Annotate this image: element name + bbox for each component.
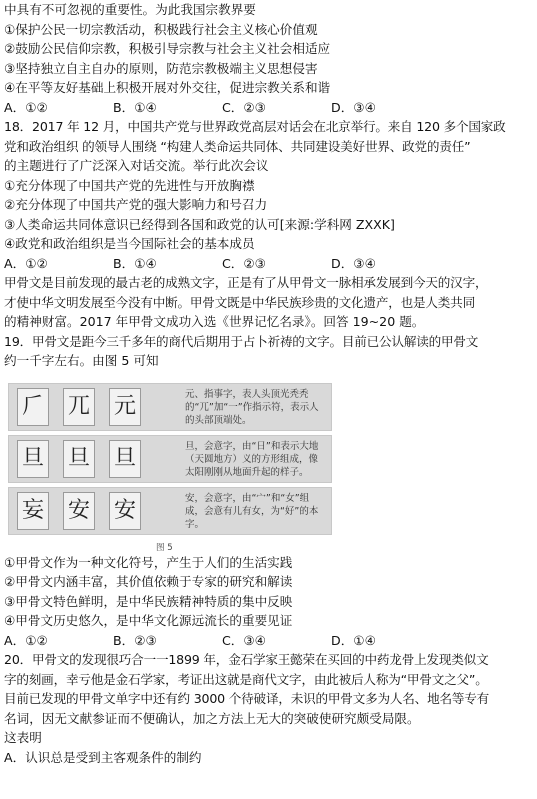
- figure-row: [8, 435, 332, 483]
- oracle-glyph: 𠂆: [17, 388, 49, 426]
- statement: ④政党和政治组织是当今国际社会的基本成员: [4, 236, 255, 251]
- text-line: 中具有不可忽视的重要性。为此我国宗教界要: [4, 2, 256, 17]
- q19-options: [4, 631, 534, 651]
- question-20-stem: 20．甲骨文的发现很巧合一一1899 年，金石学家王懿荣在买回的中药龙骨上发现类似文: [4, 652, 489, 667]
- figure-row: [8, 383, 332, 431]
- statement: ①甲骨文作为一种文化符号，产生于人们的生活实践: [4, 554, 293, 570]
- oracle-glyph: 安: [63, 492, 95, 530]
- option-a: A．认识总是受到主客观条件的制约: [4, 749, 202, 765]
- statement: ②甲骨文内涵丰富，其价值依赖于专家的研究和解读: [4, 574, 293, 589]
- figure-5: [4, 379, 534, 551]
- option-c: C．②③: [222, 99, 266, 115]
- option-d: D．①④: [331, 632, 376, 648]
- oracle-glyph: 兀: [63, 388, 95, 426]
- option-a: A．①②: [4, 632, 48, 648]
- intro-text: 才使中华文明发展至今没有中断。甲骨文既是中华民族珍贵的文化遗产，也是人类共同: [4, 294, 475, 310]
- oracle-glyph: 旦: [63, 440, 95, 478]
- text-line: 字的刻画，幸亏他是金石学家，考证出这就是商代文字，由此被后人称为“甲骨文之父”。: [4, 671, 488, 687]
- figure-description: 旦，会意字，由“日”和表示大地（天圆地方）义的方形组成，像太阳刚刚从地面升起的样子。: [185, 440, 319, 478]
- text-line: 这表明: [4, 730, 42, 745]
- statement: ④甲骨文历史悠久，是中华文化源远流长的重要见证: [4, 613, 293, 628]
- question-19-stem: 19．甲骨文是距今三千多年的商代后期用于占卜祈祷的文字。目前已公认解读的甲骨文: [4, 333, 479, 349]
- oracle-glyph: 旦: [109, 440, 141, 478]
- intro-text: 甲骨文是目前发现的最古老的成熟文字，正是有了从甲骨文一脉相承发展到今天的汉字，: [4, 275, 488, 290]
- option-b: B．②③: [113, 632, 157, 648]
- question-18-stem: 18．2017 年 12 月，中国共产党与世界政党高层对话会在北京举行。来自 120 多个国家政: [4, 119, 506, 134]
- statement: ③甲骨文特色鲜明，是中华民族精神特质的集中反映: [4, 593, 293, 609]
- text-line: 约一千字左右。由图 5 可知: [4, 353, 159, 368]
- option-c: C．③④: [222, 632, 266, 648]
- statement: ④在平等友好基础上积极开展对外交往，促进宗教关系和谐: [4, 80, 331, 95]
- statement: ②鼓励公民信仰宗教，积极引导宗教与社会主义社会相适应: [4, 41, 331, 56]
- statement: ①充分体现了中国共产党的先进性与开放胸襟: [4, 177, 255, 193]
- option-d: D．③④: [331, 99, 376, 115]
- figure-row: [8, 487, 332, 535]
- oracle-glyph: 旦: [17, 440, 49, 478]
- text-line: 目前已发现的甲骨文单字中还有约 3000 个待破译，未识的甲骨文多为人名、地名等专有: [4, 691, 490, 706]
- statement: ①保护公民一切宗教活动，积极践行社会主义核心价值观: [4, 21, 318, 37]
- statement: ③人类命运共同体意识已经得到各国和政党的认可[来源:学科网 ZXXK]: [4, 216, 395, 232]
- q18-options: [4, 254, 534, 274]
- text-line: 的主题进行了广泛深入对话交流。举行此次会议: [4, 158, 269, 173]
- statement: ②充分体现了中国共产党的强大影响力和号召力: [4, 197, 268, 212]
- text-line: 党和政治组织 的领导人围绕 “构建人类命运共同体、共同建设美好世界、政党的责任”: [4, 138, 471, 154]
- oracle-glyph: 安: [109, 492, 141, 530]
- text-line: 名词，因无文献参证而不便确认，加之方法上无大的突破使研究颇受局限。: [4, 710, 420, 726]
- option-b: B．①④: [113, 255, 157, 271]
- figure-description: 元、指事字，表人头顶光秃秃的“兀”加“一”作指示符，表示人的头部顶端处。: [185, 388, 319, 426]
- oracle-glyph: 妄: [17, 492, 49, 530]
- statement: ③坚持独立自主自办的原则，防范宗教极端主义思想侵害: [4, 60, 318, 76]
- option-b: B．①④: [113, 99, 157, 115]
- intro-text: 的精神财富。2017 年甲骨文成功入选《世界记忆名录》。回答 19~20 题。: [4, 314, 425, 329]
- option-d: D．③④: [331, 255, 376, 271]
- option-c: C．②③: [222, 255, 266, 271]
- oracle-glyph: 元: [109, 388, 141, 426]
- figure-description: 安，会意字，由“宀”和“女”组成，会意有儿有女，为“好”的本字。: [185, 492, 319, 530]
- option-a: A．①②: [4, 255, 48, 271]
- figure-caption: 图 5: [156, 542, 173, 553]
- option-a: A．①②: [4, 99, 48, 115]
- exam-page: [4, 0, 534, 767]
- q17-options: [4, 98, 534, 118]
